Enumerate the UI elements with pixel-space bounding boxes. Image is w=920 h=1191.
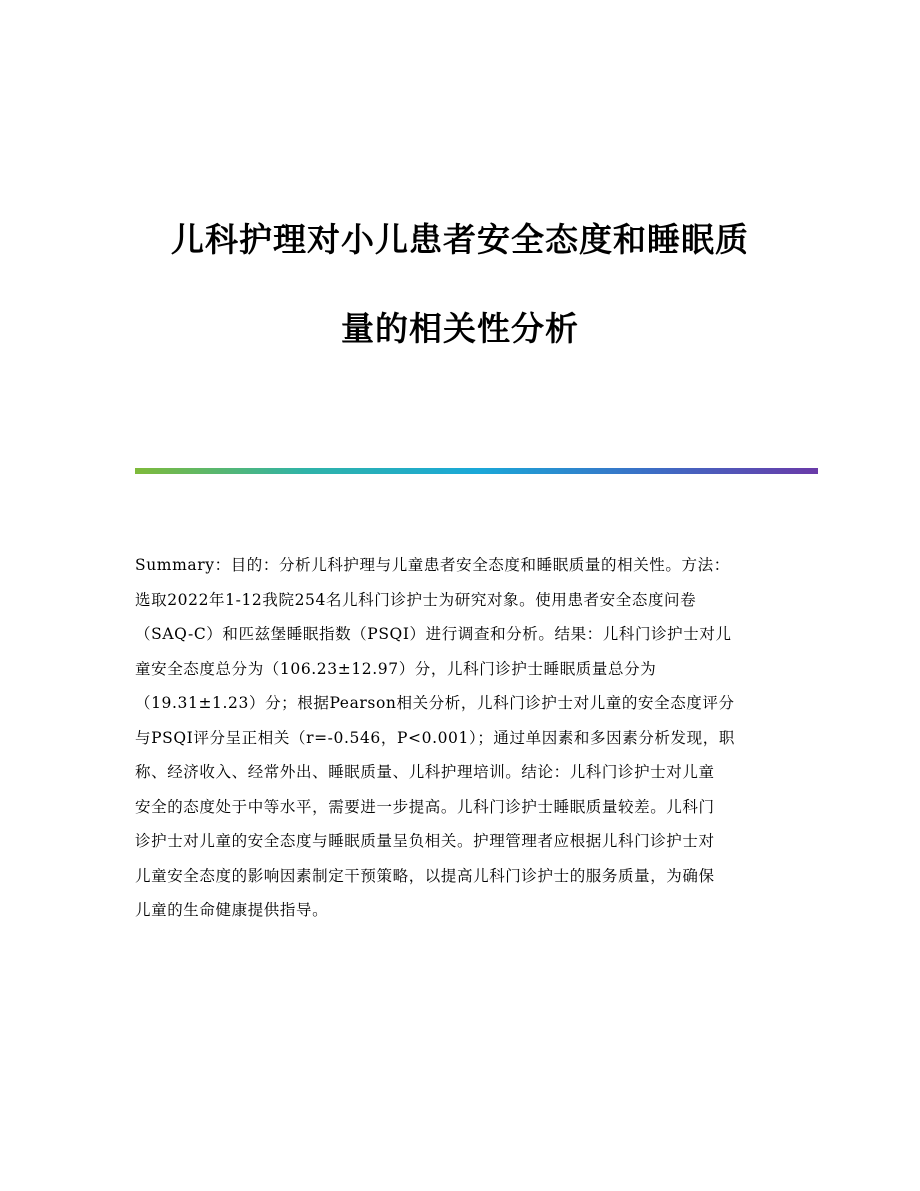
abstract-line: 诊护士对儿童的安全态度与睡眠质量呈负相关。护理管理者应根据儿科门诊护士对 xyxy=(135,832,715,850)
gradient-divider xyxy=(135,468,818,474)
abstract-line: Summary：目的：分析儿科护理与儿童患者安全态度和睡眠质量的相关性。方法： xyxy=(135,556,730,574)
abstract-line: 儿童安全态度的影响因素制定干预策略，以提高儿科门诊护士的服务质量，为确保 xyxy=(135,866,715,885)
abstract-line: （SAQ-C）和匹兹堡睡眠指数（PSQI）进行调查和分析。结果：儿科门诊护士对儿 xyxy=(135,625,732,643)
title-line-2: 量的相关性分析 xyxy=(341,309,579,348)
abstract-line: 童安全态度总分为（106.23±12.97）分，儿科门诊护士睡眠质量总分为 xyxy=(135,659,657,678)
title-line-1: 儿科护理对小儿患者安全态度和睡眠质 xyxy=(171,220,749,259)
abstract-paragraph xyxy=(135,548,785,928)
abstract-line: 儿童的生命健康提供指导。 xyxy=(135,901,329,919)
abstract-line: 与PSQI评分呈正相关（r=-0.546，P<0.001）；通过单因素和多因素分析发现，职 xyxy=(135,728,735,747)
abstract-line: 安全的态度处于中等水平，需要进一步提高。儿科门诊护士睡眠质量较差。儿科门 xyxy=(135,797,715,816)
abstract-line: （19.31±1.23）分；根据Pearson相关分析，儿科门诊护士对儿童的安全态度评分 xyxy=(135,694,735,712)
abstract-line: 称、经济收入、经常外出、睡眠质量、儿科护理培训。结论：儿科门诊护士对儿童 xyxy=(135,763,715,781)
abstract-line: 选取2022年1-12我院254名儿科门诊护士为研究对象。使用患者安全态度问卷 xyxy=(135,590,697,609)
